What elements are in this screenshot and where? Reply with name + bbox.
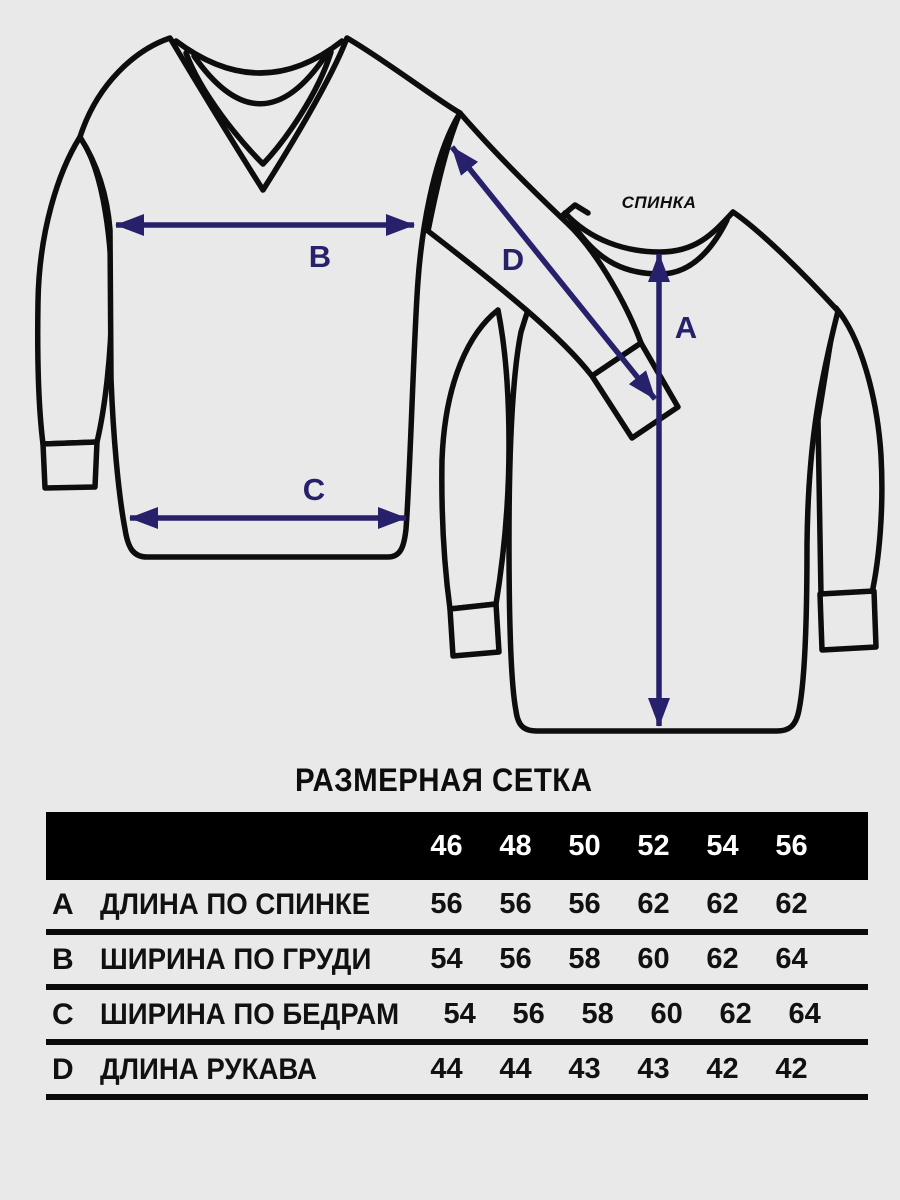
row-label	[100, 1053, 412, 1087]
row-value: 56	[499, 888, 532, 920]
row-value: 43	[637, 1053, 670, 1085]
row-value: 58	[568, 943, 601, 975]
row-value: 42	[775, 1053, 808, 1085]
back-collar-notch	[562, 205, 588, 216]
row-value: 56	[430, 888, 463, 920]
row-label-text: ШИРИНА ПО БЕДРАМ	[100, 997, 400, 1031]
row-letter: A	[52, 887, 74, 921]
measure-label-a: A	[674, 310, 698, 345]
table-row-a	[46, 880, 868, 935]
row-value: 60	[637, 943, 670, 975]
row-value: 62	[706, 888, 739, 920]
row-value: 42	[706, 1053, 739, 1085]
row-label-text: ДЛИНА ПО СПИНКЕ	[100, 887, 371, 921]
table-row-b	[46, 935, 868, 990]
back-right-cuff	[820, 591, 876, 650]
size-col-52: 52	[637, 829, 670, 862]
measure-label-b: B	[308, 239, 332, 274]
row-label	[100, 943, 412, 977]
row-value: 56	[568, 888, 601, 920]
row-value: 54	[443, 998, 476, 1030]
row-value: 62	[637, 888, 670, 920]
row-value: 62	[775, 888, 808, 920]
row-letter: B	[52, 942, 74, 976]
row-letter: C	[52, 997, 74, 1031]
row-label	[100, 998, 425, 1032]
back-left-cuff	[450, 604, 499, 656]
row-value: 44	[499, 1053, 532, 1085]
size-table-header	[46, 812, 868, 880]
row-value: 54	[430, 943, 463, 975]
measure-label-d: D	[501, 242, 525, 277]
row-label-text: ДЛИНА РУКАВА	[100, 1052, 317, 1086]
row-value: 58	[581, 998, 614, 1030]
row-value: 43	[568, 1053, 601, 1085]
row-label-text: ШИРИНА ПО ГРУДИ	[100, 942, 372, 976]
size-col-56: 56	[775, 829, 808, 862]
row-letter: D	[52, 1052, 74, 1086]
size-table-title-text: РАЗМЕРНАЯ СЕТКА	[295, 761, 593, 798]
row-value: 64	[775, 943, 808, 975]
row-value: 60	[650, 998, 683, 1030]
row-value: 62	[706, 943, 739, 975]
row-value: 56	[499, 943, 532, 975]
size-table	[46, 812, 868, 1100]
size-table-title	[46, 760, 868, 800]
table-row-d	[46, 1045, 868, 1100]
size-col-46: 46	[430, 829, 463, 862]
table-row-c	[46, 990, 868, 1045]
size-col-48: 48	[499, 829, 532, 862]
measure-label-c: C	[302, 472, 326, 507]
size-col-50: 50	[568, 829, 601, 862]
row-value: 56	[512, 998, 545, 1030]
row-value: 62	[719, 998, 752, 1030]
front-left-cuff	[43, 442, 97, 488]
size-col-54: 54	[706, 829, 739, 862]
row-label	[100, 888, 412, 922]
back-view-caption: СПИНКА	[621, 193, 697, 212]
row-value: 64	[788, 998, 821, 1030]
row-value: 44	[430, 1053, 463, 1085]
